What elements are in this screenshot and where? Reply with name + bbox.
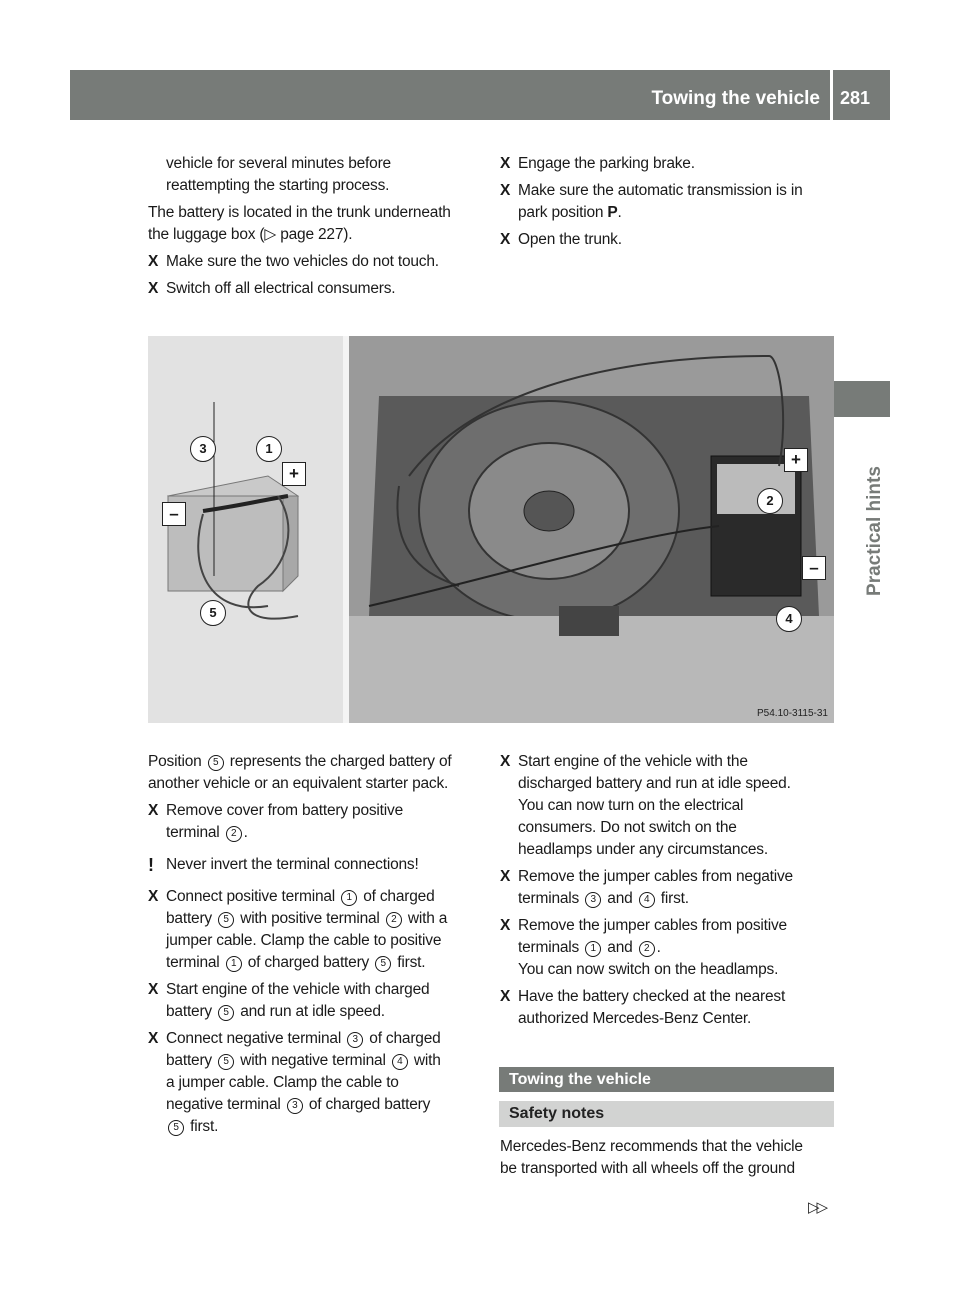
step-item: X Start engine of the vehicle with the (500, 751, 835, 773)
text-line: park position P. (518, 204, 622, 221)
step-marker-icon: X (148, 981, 159, 998)
text-line: a jumper cable. Clamp the cable to (166, 1074, 399, 1091)
figure-code: P54.10-3115-31 (757, 708, 828, 719)
warning-icon: ! (148, 855, 154, 875)
step-item: X Remove the jumper cables from negative (500, 866, 835, 888)
text-line: Position 5 represents the charged battery of (148, 753, 452, 770)
top-right-column (500, 153, 835, 251)
text-line: terminals 1 and 2 . (518, 939, 661, 956)
text-line: jumper cable. Clamp the cable to positive (166, 932, 442, 949)
step-marker-icon: X (500, 917, 511, 934)
step-item: X Open the trunk. (500, 229, 835, 251)
step-item: X Start engine of the vehicle with charged (148, 979, 488, 1001)
plus-sign: + (784, 448, 808, 472)
step-marker-icon: X (500, 231, 511, 248)
bottom-right-column (500, 751, 835, 1030)
donor-battery-panel (148, 336, 343, 723)
step-marker-icon: X (500, 868, 511, 885)
text-line: another vehicle or an equivalent starter pack. (148, 775, 449, 792)
step-marker-icon: X (500, 753, 511, 770)
text-line: 5 first. (148, 1116, 488, 1138)
text-line: terminal 2 . (166, 824, 248, 841)
text-line: Mercedes-Benz recommends that the vehicle (500, 1138, 803, 1155)
donor-battery-drawing (148, 336, 343, 723)
text-line: vehicle for several minutes before (166, 155, 391, 172)
text-line: be transported with all wheels off the ground (500, 1160, 795, 1177)
callout-4: 4 (776, 606, 802, 632)
step-marker-icon: X (148, 802, 159, 819)
text-line: the luggage box (▷ page 227). (148, 226, 353, 243)
text-line: reattempting the starting process. (166, 177, 390, 194)
text-line: The battery is located in the trunk underneath (148, 204, 451, 221)
step-item: X Remove the jumper cables from positive (500, 915, 835, 937)
side-tab-label: Practical hints (864, 466, 885, 596)
step-item: X Make sure the two vehicles do not touch. (148, 251, 483, 273)
callout-3: 3 (190, 436, 216, 462)
step-marker-icon: X (500, 182, 511, 199)
callout-1: 1 (256, 436, 282, 462)
step-item: X Remove cover from battery positive (148, 800, 488, 822)
text-line: battery 5 with negative terminal 4 with (166, 1052, 441, 1069)
text-line: terminal 1 of charged battery 5 first. (166, 954, 426, 971)
text-line: battery 5 and run at idle speed. (166, 1003, 385, 1020)
text-line: consumers. Do not switch on the (518, 819, 737, 836)
continued-icon: ▷▷ (808, 1199, 826, 1216)
callout-ref: 5 (208, 755, 224, 771)
step-item: X Engage the parking brake. (500, 153, 835, 175)
top-left-column (148, 153, 483, 300)
text-line: terminals 3 and 4 first. (518, 890, 689, 907)
step-marker-icon: X (148, 1030, 159, 1047)
text-line: discharged battery and run at idle speed. (518, 775, 791, 792)
page-section-title: Towing the vehicle (651, 88, 820, 109)
callout-2: 2 (757, 488, 783, 514)
section-heading: Towing the vehicle (499, 1067, 834, 1092)
text-line: You can now switch on the headlamps. (518, 961, 779, 978)
bottom-left-column (148, 751, 488, 1138)
step-marker-icon: X (148, 253, 159, 270)
step-marker-icon: X (148, 888, 159, 905)
jump-start-illustration (148, 336, 834, 723)
trunk-panel (349, 336, 834, 723)
step-item: X Connect positive terminal 1 of charged (148, 886, 488, 908)
step-item: X Have the battery checked at the nearest (500, 986, 835, 1008)
plus-sign: + (282, 462, 306, 486)
page-number: 281 (840, 88, 871, 108)
header-divider (830, 70, 833, 120)
minus-sign: – (162, 502, 186, 526)
step-item: X Connect negative terminal 3 of charged (148, 1028, 488, 1050)
text-line: battery 5 with positive terminal 2 with a (166, 910, 448, 927)
text-line: You can now turn on the electrical (518, 797, 744, 814)
step-item: X Make sure the automatic transmission is in (500, 180, 835, 202)
callout-5: 5 (200, 600, 226, 626)
trunk-drawing (349, 336, 834, 723)
step-marker-icon: X (500, 155, 511, 172)
text-line: headlamps under any circumstances. (518, 841, 768, 858)
minus-sign: – (802, 556, 826, 580)
step-item: X Switch off all electrical consumers. (148, 278, 483, 300)
subsection-heading: Safety notes (499, 1101, 834, 1127)
warning-note: ! Never invert the terminal connections! (148, 855, 419, 875)
text-line: negative terminal 3 of charged battery (166, 1096, 431, 1113)
step-marker-icon: X (500, 988, 511, 1005)
safety-notes-text (500, 1136, 840, 1180)
text-line: authorized Mercedes-Benz Center. (518, 1010, 752, 1027)
step-marker-icon: X (148, 280, 159, 297)
